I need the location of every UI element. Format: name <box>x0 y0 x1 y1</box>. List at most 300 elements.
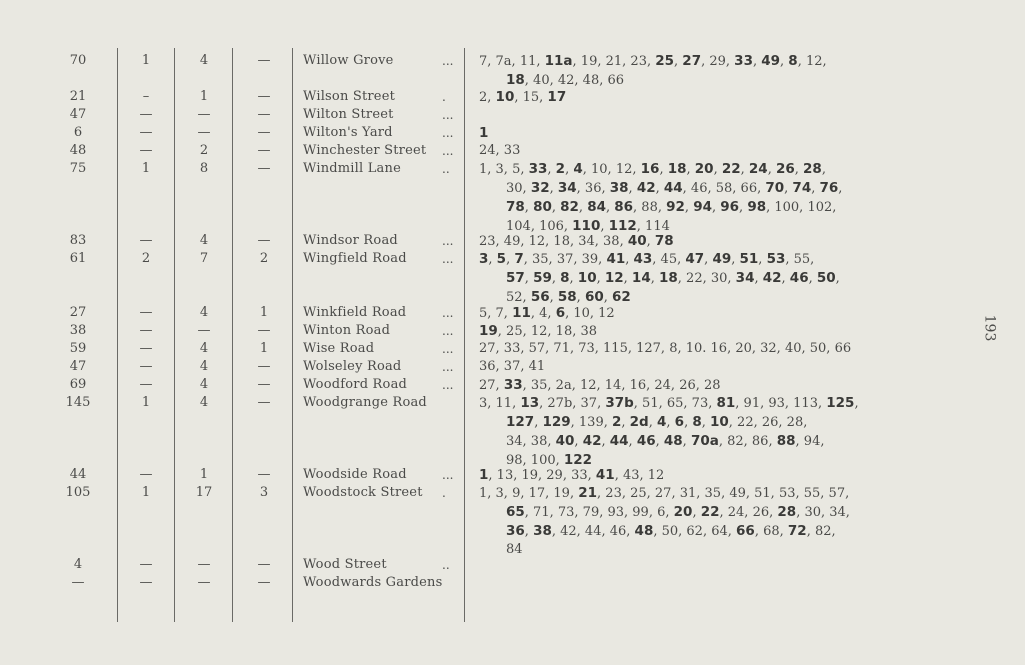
bold-number: 56 <box>530 289 550 305</box>
col4-cell: 2 <box>259 251 269 266</box>
number-text: , <box>686 162 695 177</box>
number-text: , <box>784 181 793 196</box>
count-cell: — <box>71 575 85 590</box>
house-numbers <box>479 340 959 358</box>
street-name: Windmill Lane <box>303 161 401 176</box>
count-cell: 47 <box>69 107 87 122</box>
number-text: , 15, <box>514 90 548 105</box>
number-text: , 19, 21, 23, <box>572 54 656 69</box>
col3-cell: — <box>197 323 211 338</box>
leader-dots: ... <box>442 144 454 158</box>
col3-cell: 8 <box>199 161 209 176</box>
bold-number: 62 <box>612 289 631 305</box>
table-row <box>0 394 1025 466</box>
number-text: , <box>574 434 583 449</box>
bold-number: 18 <box>506 72 525 88</box>
number-text: , <box>628 181 637 196</box>
number-text: 27, <box>479 378 504 393</box>
number-text: , 91, 93, 113, <box>735 396 827 411</box>
number-text: , <box>659 162 668 177</box>
number-text: , 45, <box>652 252 686 267</box>
number-text: 1, 3, 9, 17, 19, <box>479 486 579 501</box>
bold-number: 80 <box>533 199 552 215</box>
street-name: Woodwards Gardens <box>303 575 443 590</box>
number-text: , 82, 86, <box>718 434 777 449</box>
col2-cell: – <box>142 89 150 104</box>
count-cell: 6 <box>73 125 83 140</box>
number-text: , <box>655 181 664 196</box>
number-text: 1, 3, 5, <box>479 162 529 177</box>
number-text: , 46, 58, 66, <box>682 181 766 196</box>
number-text: , <box>551 271 561 286</box>
col2-cell: — <box>139 467 153 482</box>
bold-number: 3 <box>479 251 489 267</box>
bold-number: 1 <box>479 125 489 141</box>
bold-number: 72 <box>787 523 807 539</box>
number-text: 36, 37, 41 <box>479 359 546 374</box>
bold-number: 38 <box>609 180 629 196</box>
table-row <box>0 160 1025 232</box>
leader-dots: ... <box>442 468 454 482</box>
bold-number: 40 <box>627 233 647 249</box>
table-row <box>0 304 1025 322</box>
bold-number: 84 <box>587 199 606 215</box>
bold-number: 127 <box>506 414 535 430</box>
count-cell: 105 <box>65 485 91 500</box>
bold-number: 112 <box>608 218 637 234</box>
bold-number: 42 <box>636 180 656 196</box>
col4-cell: — <box>257 467 271 482</box>
bold-number: 42 <box>762 270 782 286</box>
bold-number: 6 <box>555 305 566 321</box>
col2-cell: — <box>139 557 153 572</box>
number-text: , <box>603 290 612 305</box>
number-text: , <box>524 524 534 539</box>
leader-dots: ... <box>442 378 454 392</box>
number-text: , <box>623 271 632 286</box>
number-text: , 139, <box>570 415 612 430</box>
bold-number: 11 <box>512 305 531 321</box>
leader-dots: ... <box>442 342 454 356</box>
number-text: , 10, 12 <box>565 306 615 321</box>
leader-dots: ... <box>442 234 454 248</box>
bold-number: 110 <box>572 218 601 234</box>
bold-number: 36 <box>506 523 525 539</box>
number-line <box>479 179 959 198</box>
table-row <box>0 556 1025 574</box>
bold-number: 16 <box>640 161 660 177</box>
number-text: , <box>754 271 763 286</box>
number-text: , 27b, 37, <box>539 396 606 411</box>
bold-number: 58 <box>557 289 577 305</box>
bold-number: 4 <box>656 414 667 430</box>
bold-number: 28 <box>803 161 822 177</box>
bold-number: 60 <box>584 289 604 305</box>
bold-number: 70a <box>690 433 719 449</box>
bold-number: 125 <box>826 395 855 411</box>
bold-number: 11a <box>544 53 573 69</box>
col4-cell: — <box>257 107 271 122</box>
count-cell: 70 <box>69 53 87 68</box>
number-text: , 4, <box>530 306 556 321</box>
table-row <box>0 250 1025 304</box>
number-text: , 94, <box>795 434 825 449</box>
bold-number: 43 <box>633 251 653 267</box>
col4-cell: — <box>257 161 271 176</box>
number-text: 27, 33, 57, 71, 73, 115, 127, 8, 10. 16, 20, 32, 40, 50, 66 <box>479 341 852 356</box>
house-numbers <box>479 160 959 236</box>
col3-cell: 4 <box>199 305 209 320</box>
leader-dots: ... <box>442 54 454 68</box>
number-text: , 82, <box>806 524 836 539</box>
number-line <box>479 269 959 288</box>
bold-number: 42 <box>582 433 602 449</box>
number-line <box>479 484 959 503</box>
table-row <box>0 142 1025 160</box>
number-text: , <box>524 271 534 286</box>
bold-number: 33 <box>734 53 753 69</box>
leader-dots: ... <box>442 108 454 122</box>
number-text: , <box>854 396 859 411</box>
col3-cell: 7 <box>199 251 209 266</box>
street-name: Wise Road <box>303 341 375 356</box>
street-name: Wilson Street <box>303 89 396 104</box>
street-name: Woodstock Street <box>303 485 423 500</box>
bold-number: 41 <box>595 467 615 483</box>
number-line <box>479 340 959 358</box>
house-numbers <box>479 52 959 90</box>
number-text: 5, 7, <box>479 306 513 321</box>
bold-number: 8 <box>692 414 702 430</box>
house-numbers <box>479 466 959 485</box>
number-text: , <box>628 434 637 449</box>
col4-cell: 1 <box>259 305 269 320</box>
number-text: 104, 106, <box>506 219 573 234</box>
number-text: , 55, <box>785 252 815 267</box>
number-text: , <box>578 200 588 215</box>
leader-dots: . <box>442 90 446 104</box>
number-text: , 71, 73, 79, 93, 99, 6, <box>524 505 674 520</box>
bold-number: 82 <box>560 199 579 215</box>
number-text: , 22, 30, <box>677 271 736 286</box>
bold-number: 6 <box>674 414 685 430</box>
number-text: , <box>576 290 585 305</box>
number-line <box>479 52 959 71</box>
number-text: , <box>821 162 826 177</box>
col3-cell: 4 <box>199 233 209 248</box>
number-text: , <box>605 200 615 215</box>
bold-number: 18 <box>667 161 687 177</box>
number-text: , <box>534 415 543 430</box>
page-number: 193 <box>981 314 998 342</box>
number-text: , <box>740 162 749 177</box>
bold-number: 122 <box>563 452 593 468</box>
table-row <box>0 88 1025 106</box>
bold-number: 7 <box>514 251 524 267</box>
number-text: , <box>650 271 659 286</box>
number-text: , 24, 26, <box>719 505 778 520</box>
count-cell: 48 <box>69 143 87 158</box>
street-name: Wilton Street <box>303 107 394 122</box>
number-text: 52, <box>506 290 531 305</box>
number-text: , 25, 12, 18, 38 <box>497 324 598 339</box>
number-line <box>479 160 959 179</box>
street-name: Winchester Street <box>303 143 427 158</box>
number-text: , 68, <box>754 524 788 539</box>
number-text: 2, <box>479 90 496 105</box>
number-text: , 114 <box>636 219 670 234</box>
bold-number: 8 <box>788 53 798 69</box>
number-text: , <box>780 54 789 69</box>
col2-cell: 1 <box>141 485 151 500</box>
number-line <box>479 503 959 522</box>
number-text: , <box>666 415 675 430</box>
bold-number: 17 <box>547 89 567 105</box>
number-line <box>479 142 959 160</box>
bold-number: 18 <box>658 270 678 286</box>
count-cell: 61 <box>69 251 87 266</box>
number-text: , <box>682 434 691 449</box>
number-text: , <box>838 181 843 196</box>
number-text: , <box>565 162 574 177</box>
number-text: , <box>767 162 776 177</box>
bold-number: 32 <box>530 180 550 196</box>
table-row <box>0 322 1025 340</box>
bold-number: 92 <box>666 199 685 215</box>
bold-number: 98 <box>747 199 767 215</box>
number-text: , 23, 25, 27, 31, 35, 49, 51, 53, 55, 57, <box>597 486 850 501</box>
table-row <box>0 484 1025 556</box>
number-text: , <box>621 415 630 430</box>
col4-cell: — <box>257 359 271 374</box>
number-text: , <box>835 271 840 286</box>
leader-dots: ... <box>442 324 454 338</box>
col4-cell: — <box>257 575 271 590</box>
number-text: , <box>625 252 634 267</box>
house-numbers <box>479 304 959 323</box>
number-text: 23, 49, 12, 18, 34, 38, <box>479 234 628 249</box>
bold-number: 94 <box>693 199 712 215</box>
bold-number: 33 <box>503 377 523 393</box>
col4-cell: — <box>257 89 271 104</box>
number-text: , 51, 65, 73, <box>633 396 717 411</box>
table-row <box>0 358 1025 376</box>
number-text: , 13, 19, 29, 33, <box>488 468 596 483</box>
col4-cell: — <box>257 557 271 572</box>
number-text: , 100, 102, <box>766 200 837 215</box>
street-name: Wood Street <box>303 557 387 572</box>
bold-number: 78 <box>654 233 674 249</box>
col2-cell: — <box>139 107 153 122</box>
bold-number: 22 <box>700 504 720 520</box>
bold-number: 34 <box>557 180 577 196</box>
number-line <box>479 358 959 376</box>
number-text: , 22, 26, 28, <box>728 415 808 430</box>
number-text: , <box>711 200 721 215</box>
col2-cell: — <box>139 341 153 356</box>
col2-cell: 1 <box>141 161 151 176</box>
street-name: Willow Grove <box>303 53 394 68</box>
col2-cell: — <box>139 575 153 590</box>
bold-number: 27 <box>682 53 702 69</box>
house-numbers <box>479 124 959 143</box>
number-text: , <box>524 200 534 215</box>
number-text: , <box>701 415 710 430</box>
number-text: , <box>551 200 561 215</box>
col3-cell: — <box>197 107 211 122</box>
bold-number: 24 <box>748 161 768 177</box>
number-text: , 30, 34, <box>796 505 850 520</box>
bold-number: 37b <box>605 395 634 411</box>
number-text: , <box>488 252 497 267</box>
bold-number: 65 <box>506 504 525 520</box>
count-cell: 83 <box>69 233 87 248</box>
leader-dots: ... <box>442 126 454 140</box>
bold-number: 12 <box>604 270 624 286</box>
number-text: 34, 38, <box>506 434 556 449</box>
leader-dots: .. <box>442 558 450 572</box>
number-text: , <box>549 181 558 196</box>
number-line <box>479 250 959 269</box>
number-text: 98, 100, <box>506 453 564 468</box>
bold-number: 70 <box>765 180 785 196</box>
col2-cell: 1 <box>141 53 151 68</box>
table-row <box>0 124 1025 142</box>
street-name: Wingfield Road <box>303 251 407 266</box>
bold-number: 21 <box>578 485 598 501</box>
bold-number: 28 <box>777 504 797 520</box>
number-line <box>479 466 959 485</box>
col3-cell: — <box>197 557 211 572</box>
col3-cell: 4 <box>199 359 209 374</box>
street-name: Woodside Road <box>303 467 407 482</box>
number-text: , 10, 12, <box>582 162 641 177</box>
bold-number: 5 <box>496 251 507 267</box>
bold-number: 2 <box>555 161 566 177</box>
bold-number: 13 <box>520 395 540 411</box>
count-cell: 21 <box>69 89 87 104</box>
house-numbers <box>479 250 959 307</box>
street-name: Winkfield Road <box>303 305 407 320</box>
col4-cell: — <box>257 125 271 140</box>
col3-cell: 4 <box>199 395 209 410</box>
col3-cell: 2 <box>199 143 209 158</box>
bold-number: 47 <box>685 251 705 267</box>
table-row <box>0 232 1025 250</box>
house-numbers <box>479 376 959 395</box>
number-text: , 35, 37, 39, <box>523 252 607 267</box>
count-cell: 47 <box>69 359 87 374</box>
number-line <box>479 413 959 432</box>
number-text: , <box>596 271 605 286</box>
bold-number: 8 <box>560 270 570 286</box>
bold-number: 50 <box>816 270 836 286</box>
number-text: , <box>549 290 558 305</box>
number-text: 7, 7a, 11, <box>479 54 545 69</box>
bold-number: 22 <box>721 161 741 177</box>
number-text: , 40, 42, 48, 66 <box>524 73 625 88</box>
count-cell: 75 <box>69 161 87 176</box>
bold-number: 1 <box>479 467 489 483</box>
col2-cell: — <box>139 305 153 320</box>
number-text: 3, 11, <box>479 396 521 411</box>
bold-number: 19 <box>479 323 498 339</box>
number-text: , <box>758 252 767 267</box>
col3-cell: 1 <box>199 89 209 104</box>
col2-cell: — <box>139 323 153 338</box>
house-numbers <box>479 358 959 376</box>
bold-number: 48 <box>663 433 683 449</box>
bold-number: 40 <box>555 433 575 449</box>
number-text: , <box>600 219 609 234</box>
bold-number: 59 <box>533 270 552 286</box>
bold-number: 74 <box>792 180 812 196</box>
number-text: , <box>655 434 664 449</box>
number-text: , <box>601 434 610 449</box>
number-text: , <box>684 200 694 215</box>
bold-number: 34 <box>735 270 755 286</box>
number-line <box>479 322 959 341</box>
col3-cell: 4 <box>199 53 209 68</box>
number-line <box>479 124 959 143</box>
col2-cell: — <box>139 377 153 392</box>
number-line <box>479 522 959 541</box>
col4-cell: — <box>257 377 271 392</box>
count-cell: 145 <box>65 395 91 410</box>
number-line <box>479 304 959 323</box>
number-text: , 42, 44, 46, <box>551 524 635 539</box>
number-text: , <box>731 252 740 267</box>
bold-number: 96 <box>720 199 740 215</box>
bold-number: 86 <box>614 199 634 215</box>
table-row <box>0 106 1025 124</box>
bold-number: 2d <box>629 414 649 430</box>
col3-cell: 17 <box>195 485 213 500</box>
table-row <box>0 574 1025 592</box>
bold-number: 44 <box>663 180 683 196</box>
leader-dots: .. <box>442 162 450 176</box>
street-name: Windsor Road <box>303 233 398 248</box>
number-text: , <box>811 181 820 196</box>
number-text: , 88, <box>633 200 667 215</box>
col2-cell: 2 <box>141 251 151 266</box>
number-line <box>479 432 959 451</box>
bold-number: 20 <box>673 504 693 520</box>
number-text: , <box>739 200 748 215</box>
house-numbers <box>479 484 959 559</box>
number-text: , <box>506 252 515 267</box>
table-row <box>0 466 1025 484</box>
col2-cell: 1 <box>141 395 151 410</box>
bold-number: 10 <box>577 270 597 286</box>
bold-number: 25 <box>655 53 675 69</box>
number-line <box>479 232 959 251</box>
house-numbers <box>479 88 959 107</box>
col3-cell: 4 <box>199 341 209 356</box>
number-line <box>479 394 959 413</box>
count-cell: 44 <box>69 467 87 482</box>
number-text: , 29, <box>701 54 735 69</box>
col2-cell: — <box>139 143 153 158</box>
number-text: 30, <box>506 181 531 196</box>
col3-cell: 1 <box>199 467 209 482</box>
col4-cell: — <box>257 143 271 158</box>
count-cell: 38 <box>69 323 87 338</box>
col4-cell: 1 <box>259 341 269 356</box>
col2-cell: — <box>139 233 153 248</box>
bold-number: 20 <box>694 161 714 177</box>
house-numbers <box>479 142 959 160</box>
